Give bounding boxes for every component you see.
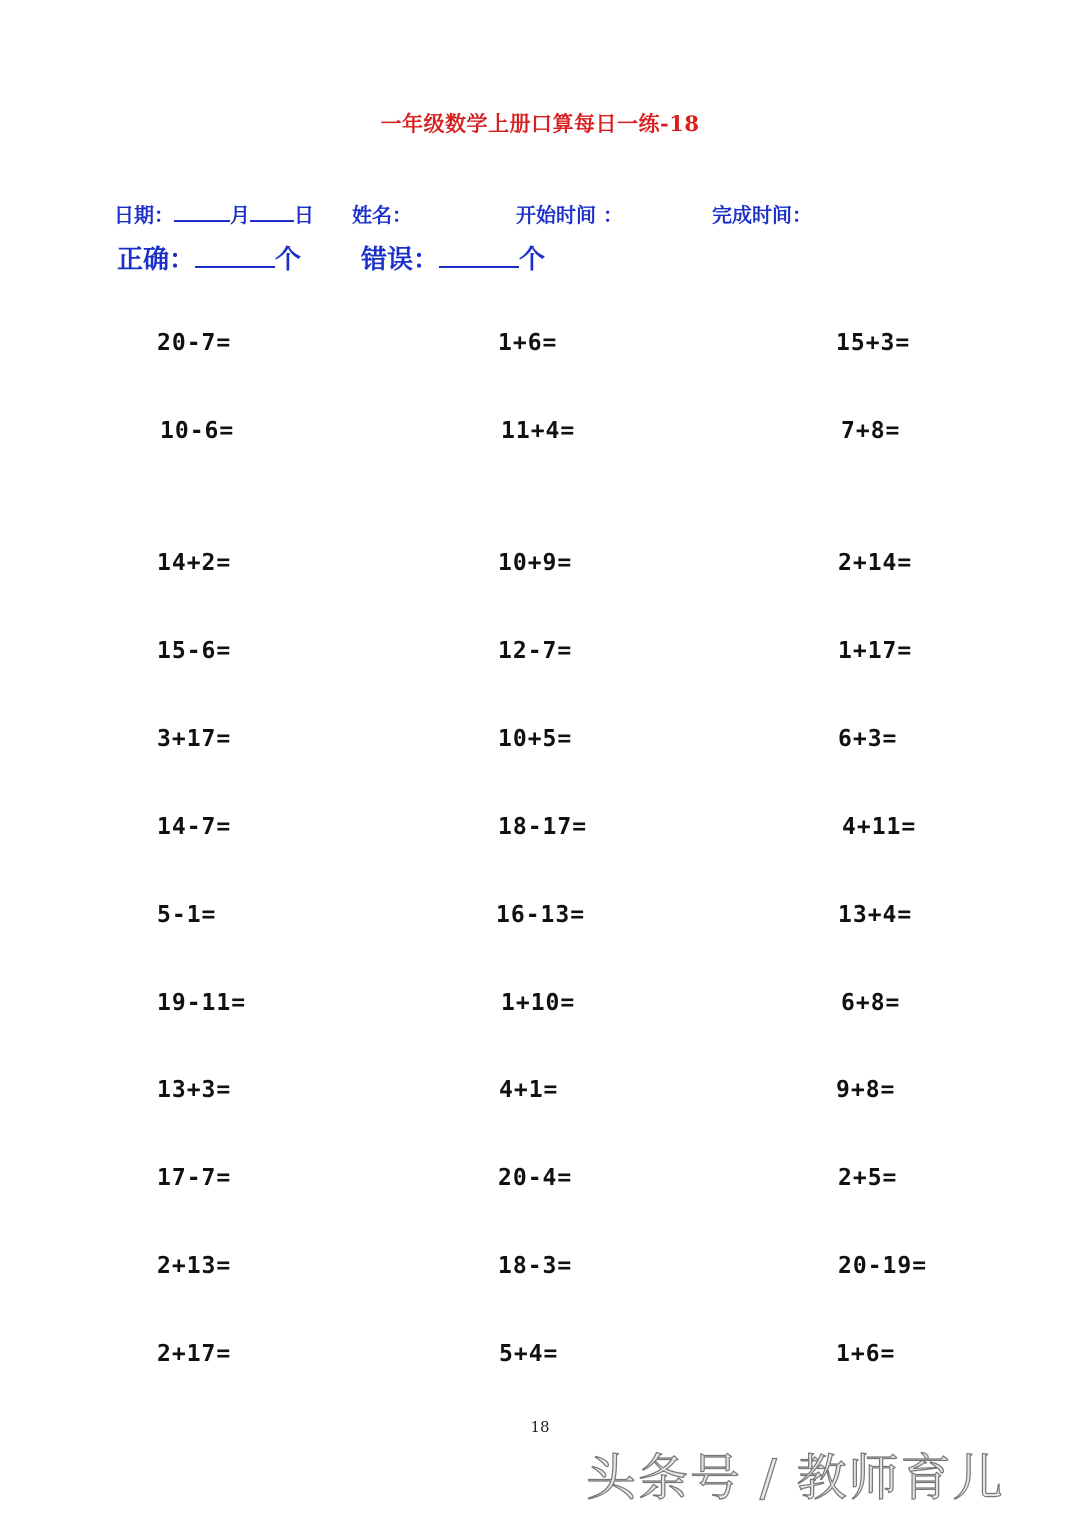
page-number: 18 bbox=[530, 1418, 550, 1436]
problem-item: 1+10= bbox=[501, 990, 576, 1016]
problem-item: 13+3= bbox=[157, 1077, 232, 1103]
correct-label: 正确： bbox=[117, 245, 196, 275]
problem-item: 15-6= bbox=[157, 638, 232, 664]
problem-item: 20-4= bbox=[498, 1165, 573, 1191]
watermark-text: 头条号 / 教师育儿 bbox=[586, 1449, 1005, 1507]
correct-field bbox=[117, 239, 301, 276]
problem-item: 11+4= bbox=[501, 418, 576, 444]
day-label: 日 bbox=[294, 203, 314, 227]
problem-item: 18-17= bbox=[498, 814, 588, 840]
problem-item: 10+9= bbox=[498, 550, 573, 576]
problem-item: 4+1= bbox=[499, 1077, 559, 1103]
problem-item: 15+3= bbox=[836, 330, 911, 356]
problem-item: 1+6= bbox=[836, 1341, 896, 1367]
problem-item: 12-7= bbox=[498, 638, 573, 664]
finish-time-label: 完成时间： bbox=[712, 203, 812, 227]
problem-item: 20-7= bbox=[157, 330, 232, 356]
problem-item: 16-13= bbox=[496, 902, 586, 928]
start-time-label: 开始时间 ： bbox=[516, 203, 623, 227]
wrong-blank[interactable] bbox=[439, 265, 519, 268]
problem-item: 18-3= bbox=[498, 1253, 573, 1279]
date-field bbox=[114, 199, 314, 228]
problem-item: 13+4= bbox=[838, 902, 913, 928]
problem-item: 6+8= bbox=[841, 990, 901, 1016]
wrong-label: 错误： bbox=[361, 245, 440, 275]
problem-item: 14+2= bbox=[157, 550, 232, 576]
problem-item: 6+3= bbox=[838, 726, 898, 752]
date-label: 日期： bbox=[114, 203, 174, 227]
wrong-field bbox=[361, 239, 545, 276]
problem-item: 4+11= bbox=[842, 814, 917, 840]
wrong-unit: 个 bbox=[519, 245, 546, 275]
worksheet-title: 一年级数学上册口算每日一练-18 bbox=[380, 111, 700, 136]
problem-item: 9+8= bbox=[836, 1077, 896, 1103]
problem-item: 20-19= bbox=[838, 1253, 928, 1279]
problem-item: 14-7= bbox=[157, 814, 232, 840]
problem-item: 7+8= bbox=[841, 418, 901, 444]
problem-item: 10-6= bbox=[160, 418, 235, 444]
problem-item: 1+6= bbox=[498, 330, 558, 356]
problem-item: 1+17= bbox=[838, 638, 913, 664]
day-blank[interactable] bbox=[250, 219, 294, 222]
problem-item: 3+17= bbox=[157, 726, 232, 752]
problem-item: 2+5= bbox=[838, 1165, 898, 1191]
problem-item: 10+5= bbox=[498, 726, 573, 752]
problem-item: 5+4= bbox=[499, 1341, 559, 1367]
problem-item: 2+17= bbox=[157, 1341, 232, 1367]
correct-blank[interactable] bbox=[195, 265, 275, 268]
month-label: 月 bbox=[230, 203, 250, 227]
month-blank[interactable] bbox=[174, 219, 230, 222]
problem-item: 19-11= bbox=[157, 990, 247, 1016]
problem-item: 2+13= bbox=[157, 1253, 232, 1279]
problem-item: 5-1= bbox=[157, 902, 217, 928]
problem-item: 2+14= bbox=[838, 550, 913, 576]
name-label: 姓名： bbox=[352, 203, 412, 227]
problem-item: 17-7= bbox=[157, 1165, 232, 1191]
correct-unit: 个 bbox=[275, 245, 302, 275]
